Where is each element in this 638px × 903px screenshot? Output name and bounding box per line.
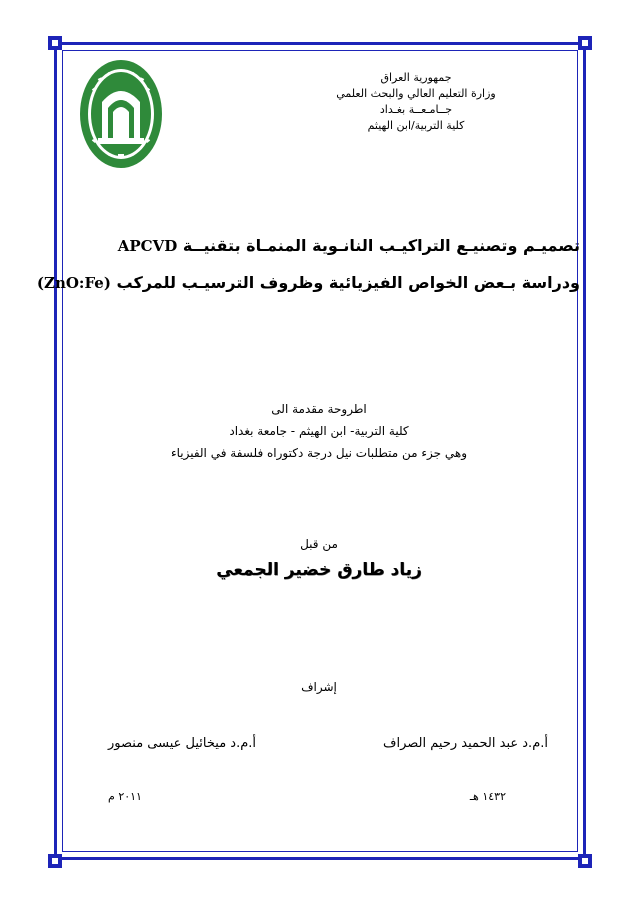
by-label: من قبل bbox=[300, 537, 338, 551]
thesis-title-line-1 bbox=[60, 236, 580, 255]
title-line-1-latin: APCVD bbox=[117, 237, 178, 255]
border-corner-bottom-right bbox=[578, 854, 592, 868]
thesis-statement-line-1: اطروحة مقدمة الى bbox=[271, 402, 367, 416]
thesis-title-line-2 bbox=[36, 273, 580, 292]
header-country: جمهورية العراق bbox=[380, 71, 452, 84]
author-name: زياد طارق خضير الجمعي bbox=[216, 560, 422, 580]
border-corner-bottom-left bbox=[48, 854, 62, 868]
supervisor-left: أ.م.د ميخائيل عيسى منصور bbox=[108, 736, 257, 751]
title-line-2-arabic: ودراسة بـعض الخواص الفيزيائية وظروف الترسيـب للمركب bbox=[116, 273, 580, 292]
border-corner-top-left bbox=[48, 36, 62, 50]
title-line-1-arabic: تصميـم وتصنيـع التراكيـب النانـوية المنمـاة بتقنيــة bbox=[182, 236, 580, 255]
institution-header bbox=[286, 70, 546, 134]
date-gregorian: ٢٠١١ م bbox=[108, 790, 142, 803]
university-emblem-icon bbox=[78, 58, 164, 170]
supervision-label: إشراف bbox=[301, 680, 337, 694]
header-university: جــامـعــة بغـداد bbox=[379, 103, 453, 116]
title-line-2-latin: (ZnO:Fe) bbox=[36, 274, 111, 292]
thesis-statement-line-2: كلية التربية- ابن الهيثم - جامعة بغداد bbox=[229, 424, 409, 438]
header-ministry: وزارة التعليم العالي والبحث العلمي bbox=[336, 87, 496, 100]
thesis-statement-line-3: وهي جزء من متطلبات نيل درجة دكتوراه فلسفة في الفيزياء bbox=[170, 446, 468, 460]
header-college: كلية التربية/ابن الهيثم bbox=[367, 119, 465, 132]
date-hijri: ١٤٣٢ هـ bbox=[469, 790, 506, 803]
border-corner-top-right bbox=[578, 36, 592, 50]
supervisor-right: أ.م.د عبد الحميد رحيم الصراف bbox=[383, 736, 548, 751]
